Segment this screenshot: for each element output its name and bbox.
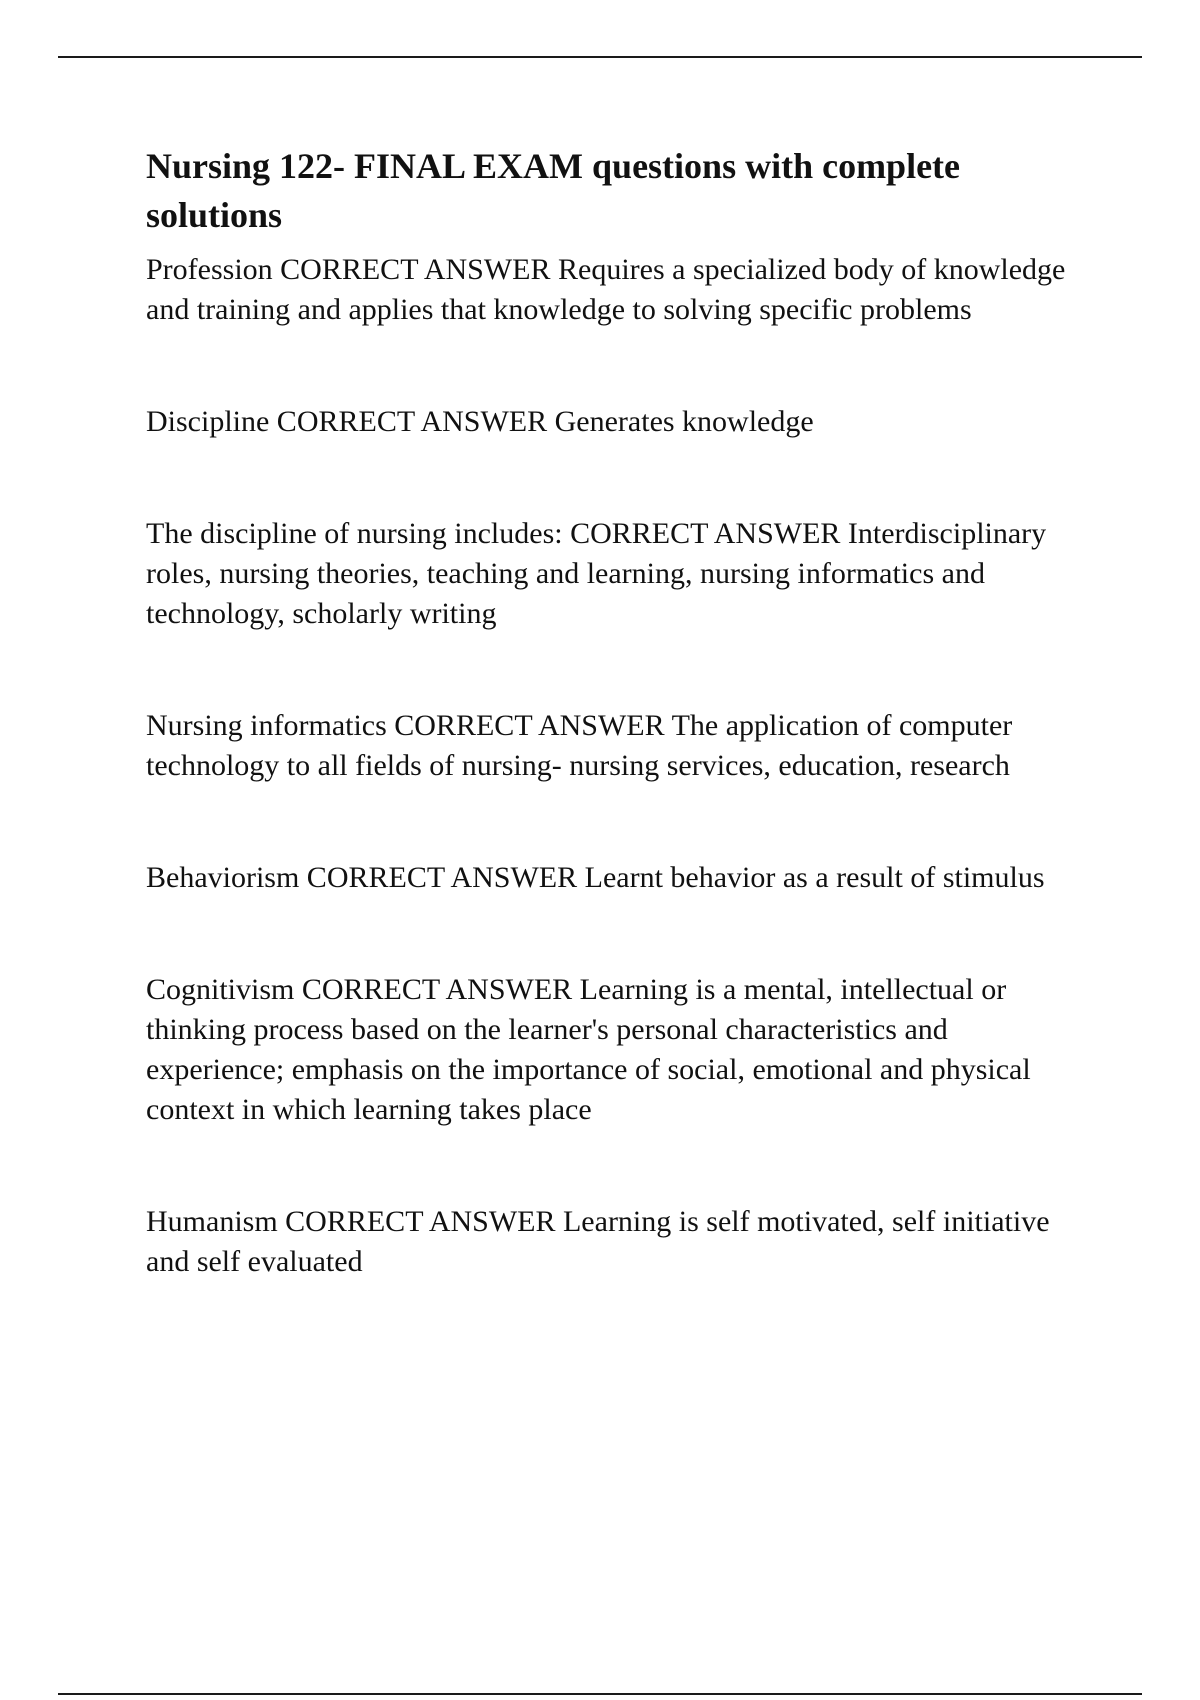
- qa-item: Behaviorism CORRECT ANSWER Learnt behavior as a result of stimulus: [146, 861, 1045, 894]
- qa-item: Profession CORRECT ANSWER Requires a specialized body of knowledge and training and applies that knowledge to solving specific problems: [146, 253, 1066, 326]
- qa-item: Cognitivism CORRECT ANSWER Learning is a mental, intellectual or thinking process based on the learner's personal characteristics and experience; emphasis on the importance of social, emotional and physical context in which learning takes place: [146, 973, 1031, 1126]
- header-rule: [58, 56, 1142, 58]
- qa-item: Discipline CORRECT ANSWER Generates knowledge: [146, 405, 814, 438]
- qa-item: Nursing informatics CORRECT ANSWER The application of computer technology to all fields of nursing- nursing services, education, research: [146, 709, 1013, 782]
- page-content: [146, 142, 1086, 1282]
- qa-item: Humanism CORRECT ANSWER Learning is self motivated, self initiative and self evaluated: [146, 1205, 1050, 1278]
- document-title: Nursing 122- FINAL EXAM questions with complete solutions: [146, 146, 961, 235]
- qa-item: The discipline of nursing includes: CORRECT ANSWER Interdisciplinary roles, nursing theories, teaching and learning, nursing informatics and technology, scholarly writing: [146, 517, 1047, 630]
- footer-rule: [58, 1693, 1142, 1695]
